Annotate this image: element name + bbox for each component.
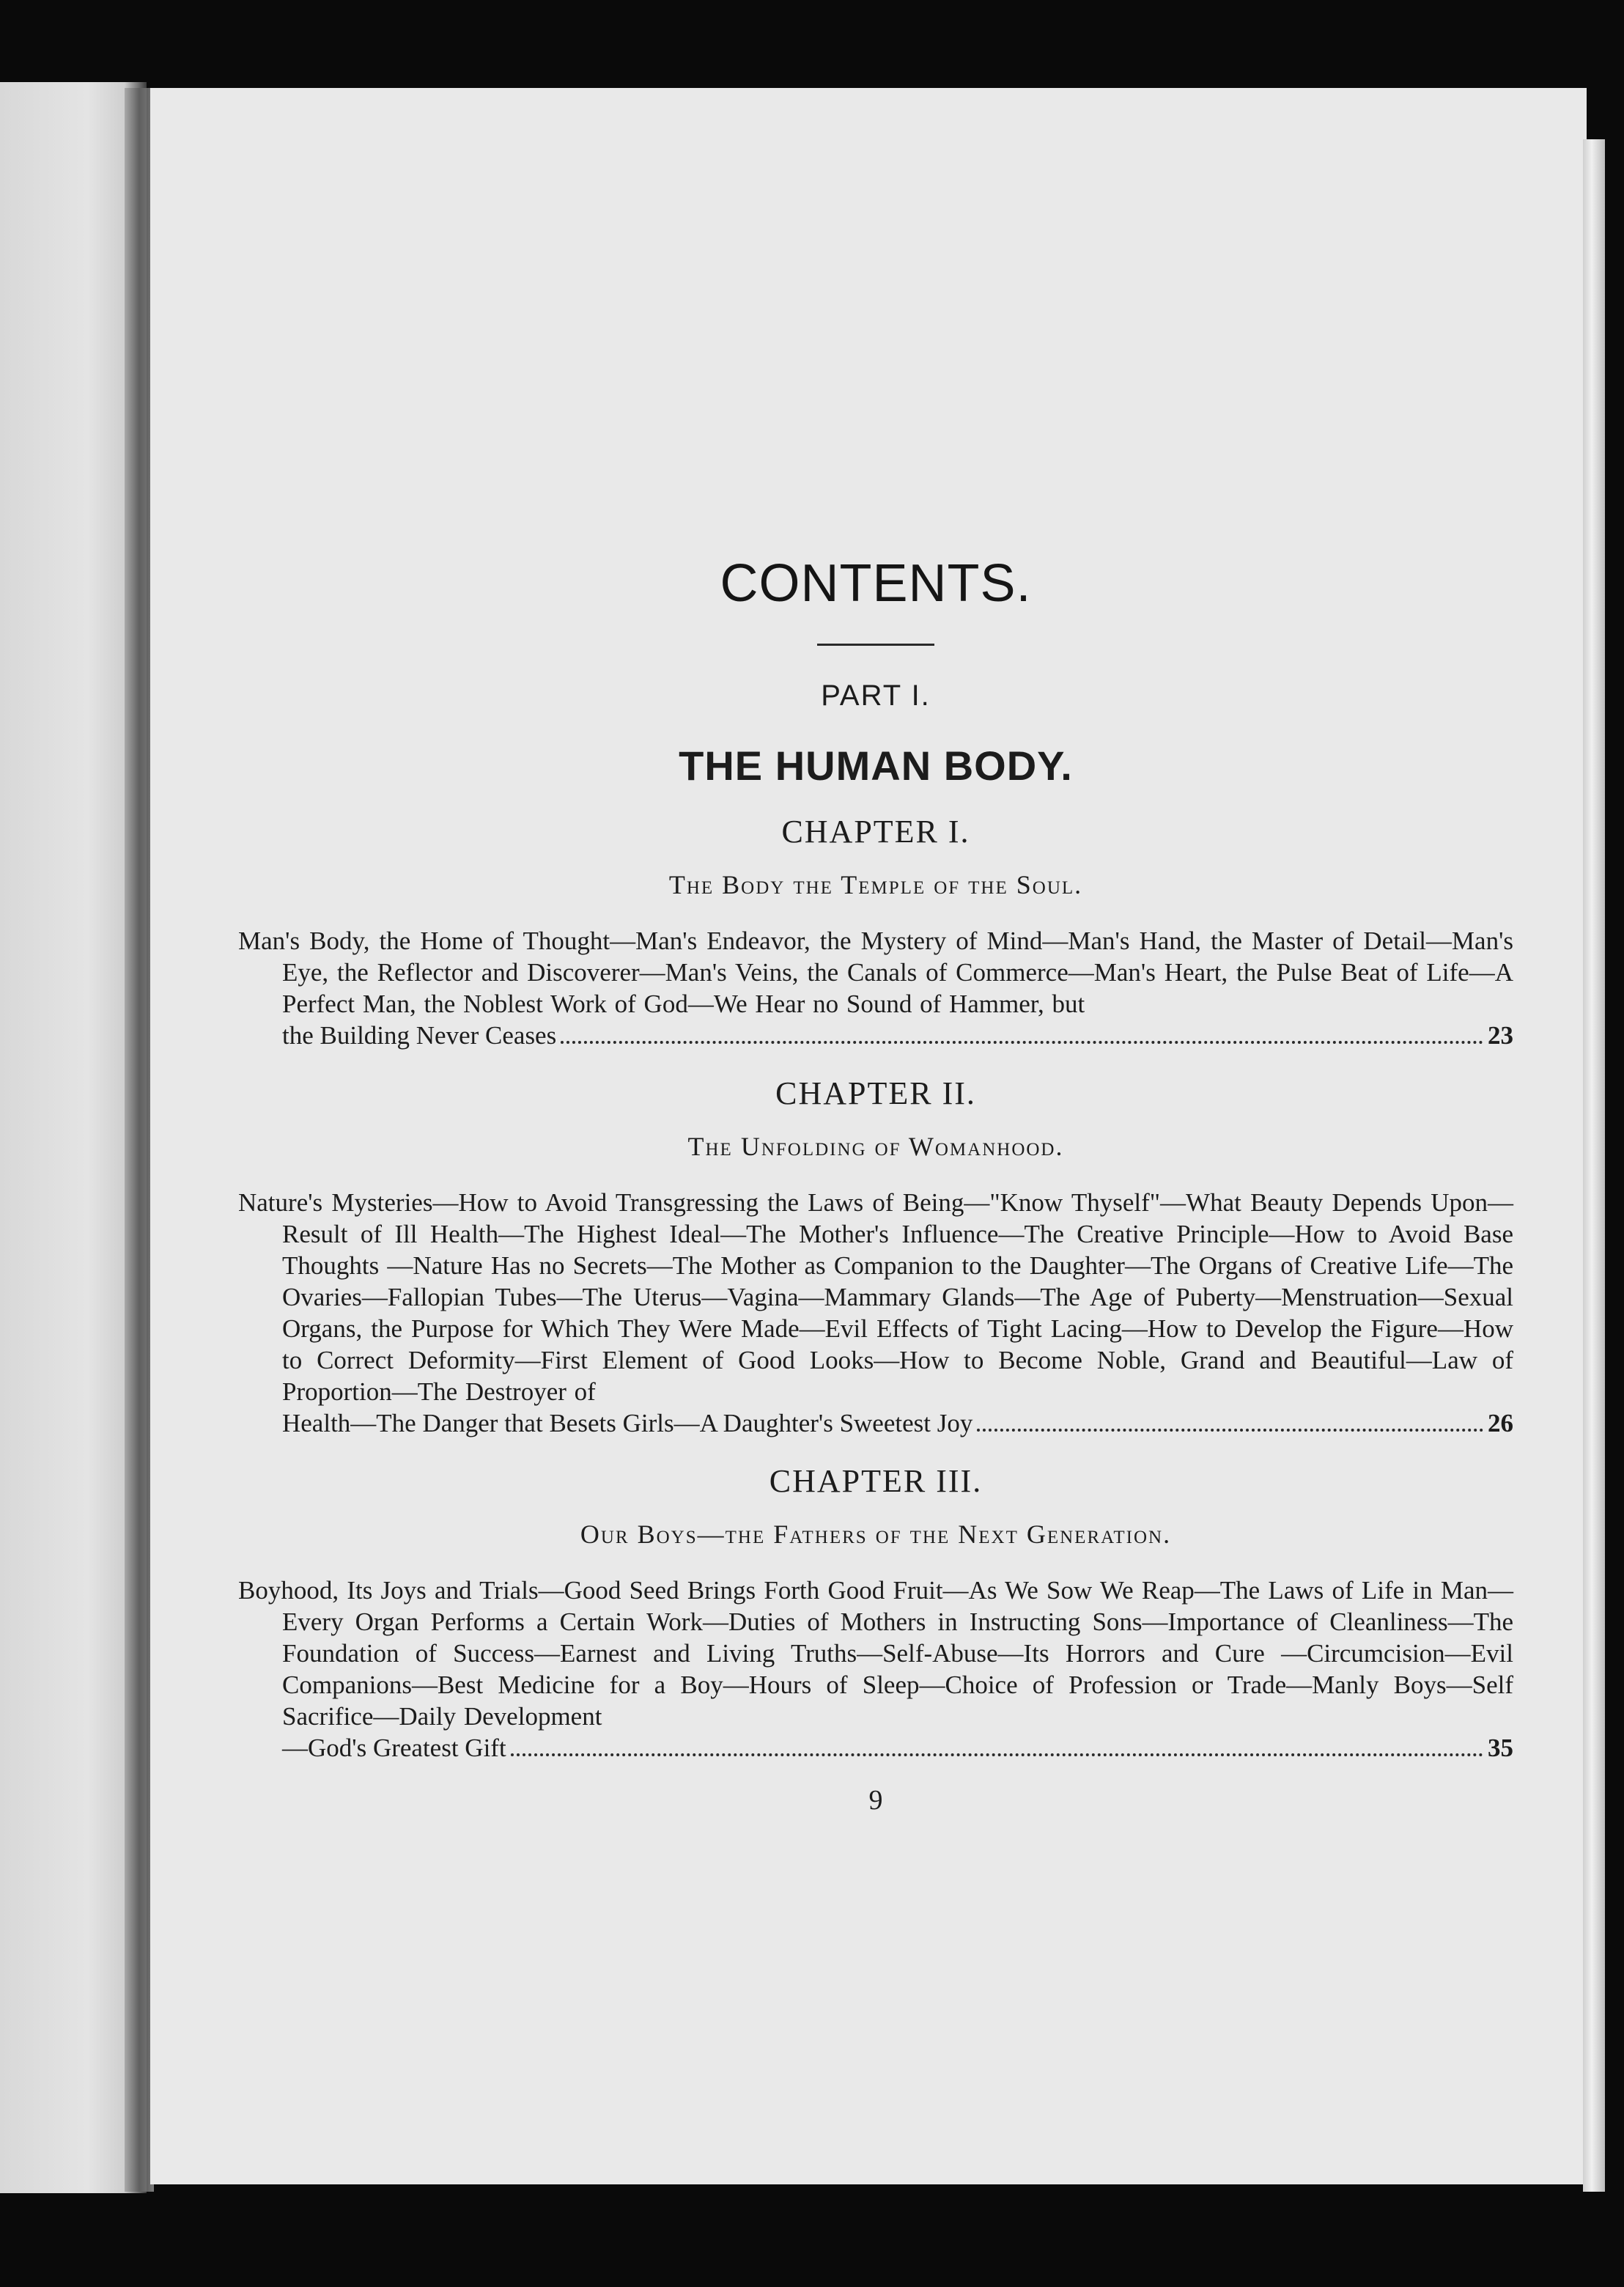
chapter-heading: CHAPTER II. xyxy=(775,1075,976,1111)
chapter-summary: Man's Body, the Home of Thought—Man's Endeavor, the Mystery of Mind—Man's Hand, the Master of Detail—Man's Eye, the Reflector and Discoverer—Man's Veins, the Canals of Commerce—Man's Heart, the Pulse Beat of Life—A Perfect Man, the Noblest Work of God—We Hear no Sound of Hammer, but xyxy=(238,927,1513,1018)
part-label: PART I. xyxy=(821,680,931,712)
contents-section xyxy=(238,484,1513,1816)
chapter-last-line-text: —God's Greatest Gift xyxy=(282,1734,506,1762)
chapter-subtitle: The Unfolding of Womanhood. xyxy=(687,1132,1064,1161)
chapter-last-line xyxy=(238,1732,1513,1764)
dot-leader xyxy=(561,1041,1483,1044)
chapter-heading: CHAPTER III. xyxy=(769,1463,983,1499)
chapter-last-line xyxy=(238,1407,1513,1439)
part-title: THE HUMAN BODY. xyxy=(679,743,1073,789)
dot-leader xyxy=(977,1429,1483,1432)
chapter-page-number: 23 xyxy=(1488,1021,1513,1050)
chapter-last-line-text: Health—The Danger that Besets Girls—A Daughter's Sweetest Joy xyxy=(282,1409,973,1437)
chapter-last-line-text: the Building Never Ceases xyxy=(282,1021,557,1050)
chapter-3 xyxy=(238,1462,1513,1764)
title-rule xyxy=(817,644,934,646)
gutter-shadow xyxy=(125,88,154,2192)
book-page xyxy=(150,88,1587,2184)
dot-leader xyxy=(511,1753,1483,1756)
chapter-subtitle: The Body the Temple of the Soul. xyxy=(668,870,1083,899)
chapter-heading: CHAPTER I. xyxy=(781,814,970,850)
page-title: CONTENTS. xyxy=(720,554,1032,613)
page-number: 9 xyxy=(868,1785,883,1816)
chapter-page-number: 26 xyxy=(1488,1409,1513,1437)
chapter-subtitle: Our Boys—the Fathers of the Next Generation. xyxy=(580,1520,1172,1549)
page-right-edge xyxy=(1583,139,1605,2192)
chapter-2 xyxy=(238,1075,1513,1439)
chapter-summary: Nature's Mysteries—How to Avoid Transgressing the Laws of Being—"Know Thyself"—What Beauty Depends Upon—Result of Ill Health—The Highest Ideal—The Mother's Influence—The Creative Principle—How to Avoid Base Thoughts —Nature Has no Secrets—The Mother as Companion to the Daughter—The Organs of Creative Life—The Ovaries—Fallopian Tubes—The Uterus—Vagina—Mammary Glands—The Age of Puberty—Menstruation—Sexual Organs, the Purpose for Which They Were Made—Evil Effects of Tight Lacing—How to Develop the Figure—How to Correct Deformity—First Element of Good Looks—How to Become Noble, Grand and Beautiful—Law of Proportion—The Destroyer of xyxy=(238,1188,1513,1406)
chapter-last-line xyxy=(238,1020,1513,1051)
chapter-summary: Boyhood, Its Joys and Trials—Good Seed Brings Forth Good Fruit—As We Sow We Reap—The Laws of Life in Man—Every Organ Performs a Certain Work—Duties of Mothers in Instructing Sons—Importance of Cleanliness—The Foundation of Success—Earnest and Living Truths—Self-Abuse—Its Horrors and Cure —Circumcision—Evil Companions—Best Medicine for a Boy—Hours of Sleep—Choice of Profession or Trade—Manly Boys—Self Sacrifice—Daily Development xyxy=(238,1576,1513,1731)
chapter-page-number: 35 xyxy=(1488,1734,1513,1762)
chapter-1 xyxy=(238,813,1513,1051)
